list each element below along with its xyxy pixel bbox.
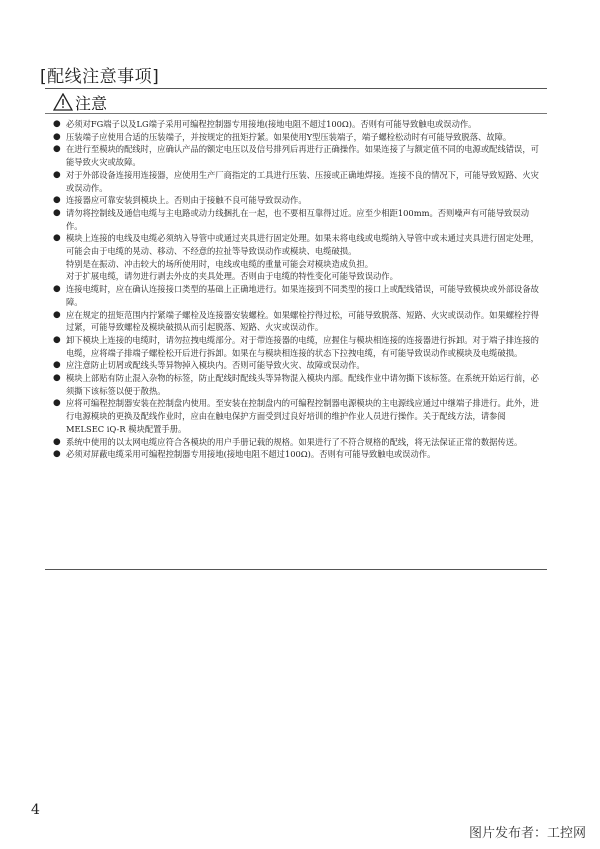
item-text: 对于外部设备连接用连接器，应使用生产厂商指定的工具进行压装、压接或正确地焊接。连接不良的情况下，可能导致短路、火灾或误动作。 bbox=[66, 169, 539, 193]
item-note: 特别是在振动、冲击较大的场所使用时，电线或电缆的重量可能会对模块造成负担。 bbox=[66, 258, 373, 269]
bullet-icon: ● bbox=[53, 233, 61, 244]
bullet-icon: ● bbox=[53, 131, 61, 142]
list-item bbox=[51, 397, 543, 435]
caution-label: 注意 bbox=[75, 93, 108, 113]
list-item bbox=[51, 143, 543, 168]
bullet-icon: ● bbox=[53, 195, 61, 206]
bullet-icon: ● bbox=[53, 207, 61, 218]
list-item bbox=[51, 372, 543, 397]
caution-header bbox=[53, 92, 107, 112]
caution-list bbox=[51, 118, 543, 461]
bullet-icon: ● bbox=[53, 449, 61, 460]
page-number: 4 bbox=[31, 802, 40, 818]
item-note: 对于扩展电缆，请勿进行剥去外皮的夹具处理。否则由于电缆的特性变化可能导致误动作。 bbox=[66, 271, 398, 282]
bullet-icon: ● bbox=[53, 436, 61, 447]
item-text: 应将可编程控制器安装在控制盘内使用。至安装在控制盘内的可编程控制器电源模块的主电源线应通过中继端子排进行。此外，进行电源模块的更换及配线作业时，应由在触电保护方面受到过良好培训的维护作业人员进行操作。关于配线方法，请参阅MELSEC iQ-R 模块配置手册。 bbox=[66, 398, 539, 434]
item-text: 卸下模块上连接的电缆时，请勿拉拽电缆部分。对于带连接器的电缆，应握住与模块相连接的连接器进行拆卸。对于端子排连接的电缆，应将端子排端子螺栓松开后进行拆卸。如果在与模块相连接的状态下拉拽电缆，有可能导致误动作或模块及电缆破损。 bbox=[66, 334, 539, 358]
list-item bbox=[51, 232, 543, 283]
bullet-icon: ● bbox=[53, 334, 61, 345]
bullet-icon: ● bbox=[53, 169, 61, 180]
image-credit: 图片发布者：工控网 bbox=[468, 826, 586, 841]
list-item bbox=[51, 169, 543, 194]
item-text: 连接电缆时，应在确认连接接口类型的基础上正确地进行。如果连接到不同类型的接口上或配线错误，可能导致模块或外部设备故障。 bbox=[66, 284, 539, 307]
item-text: 应在规定的扭矩范围内拧紧端子螺栓及连接器安装螺栓。如果螺栓拧得过松，可能导致脱落、短路、火灾或误动作。如果螺栓拧得过紧，可能导致螺栓及模块破损从而引起脱落、短路、火灾或误动作。 bbox=[66, 309, 539, 333]
item-text: 必须对屏蔽电缆采用可编程控制器专用接地(接地电阻不超过100Ω)。否则有可能导致触电或误动作。 bbox=[66, 449, 436, 460]
warning-triangle-icon bbox=[53, 93, 73, 111]
item-text: 在进行至模块的配线时，应确认产品的额定电压以及信号排列后再进行正确操作。如果连接了与额定值不同的电源或配线错误，可能导致火灾或故障。 bbox=[66, 144, 539, 168]
list-item bbox=[51, 118, 543, 131]
item-text: 连接器应可靠安装到模块上。否则由于接触不良可能导致误动作。 bbox=[66, 195, 307, 206]
caution-box bbox=[45, 88, 547, 570]
list-item bbox=[51, 309, 543, 334]
item-text: 应注意防止切屑或配线头等异物掉入模块内。否则可能导致火灾、故障或误动作。 bbox=[66, 360, 365, 371]
list-item bbox=[51, 359, 543, 372]
list-item bbox=[51, 131, 543, 144]
list-item bbox=[51, 448, 543, 461]
item-text: 模块上部贴有防止混入杂物的标签，防止配线时配线头等异物混入模块内部。配线作业中请勿撕下该标签。在系统开始运行前，必须撕下该标签以便于散热。 bbox=[66, 373, 539, 396]
item-text: 压装端子应使用合适的压装端子，并按规定的扭矩拧紧。如果使用Y型压装端子，端子螺栓松动时有可能导致脱落、故障。 bbox=[66, 131, 512, 142]
bullet-icon: ● bbox=[53, 398, 61, 409]
bullet-icon: ● bbox=[53, 144, 61, 155]
bullet-icon: ● bbox=[53, 360, 61, 371]
list-item bbox=[51, 334, 543, 359]
section-title: [配线注意事项] bbox=[40, 67, 160, 87]
bullet-icon: ● bbox=[53, 309, 61, 320]
list-item bbox=[51, 283, 543, 308]
list-item bbox=[51, 436, 543, 449]
item-text: 必须对FG端子以及LG端子采用可编程控制器专用接地(接地电阻不超过100Ω)。否则有可能导致触电或误动作。 bbox=[66, 119, 477, 129]
item-text: 请勿将控制线及通信电缆与主电路或动力线捆扎在一起，也不要相互靠得过近。应至少相距100mm。否则噪声有可能导致误动作。 bbox=[66, 207, 530, 231]
list-item bbox=[51, 207, 543, 232]
bullet-icon: ● bbox=[53, 284, 61, 295]
item-text: 系统中使用的以太网电缆应符合各模块的用户手册记载的规格。如果进行了不符合规格的配线，将无法保证正常的数据传送。 bbox=[66, 436, 523, 447]
bullet-icon: ● bbox=[53, 119, 61, 129]
bullet-icon: ● bbox=[53, 373, 61, 384]
list-item bbox=[51, 194, 543, 207]
item-text: 模块上连接的电线及电缆必须纳入导管中或通过夹具进行固定处理。如果未将电线或电缆纳入导管中或未通过夹具进行固定处理，可能会由于电缆的晃动、移动、不经意的拉扯等导致误动作或模块、电缆破损。 bbox=[66, 233, 539, 257]
